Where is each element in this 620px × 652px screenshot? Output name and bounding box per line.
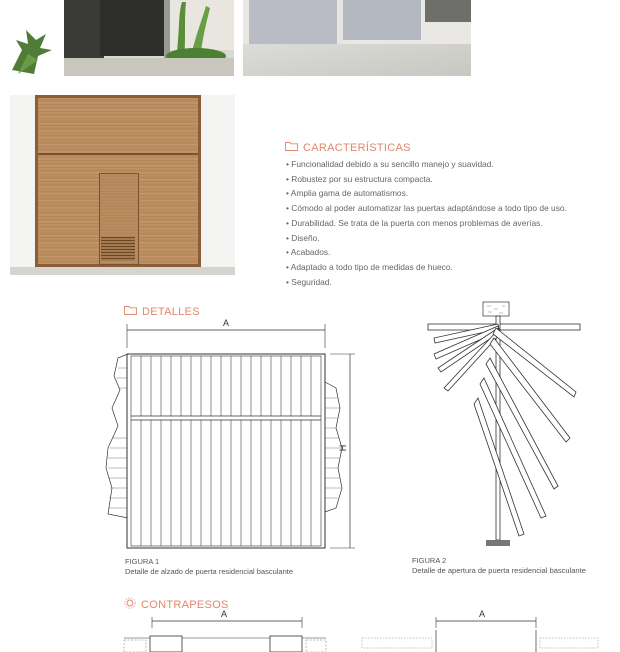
- photo-plant: [8, 0, 62, 78]
- caracteristicas-title: CARACTERÍSTICAS: [303, 141, 411, 154]
- figure2-text: Detalle de apertura de puerta residencial basculante: [412, 565, 586, 575]
- detalles-heading: [124, 305, 200, 318]
- figure2-drawing: [420, 298, 590, 550]
- list-item: • Adaptado a todo tipo de medidas de hueco.: [286, 260, 567, 275]
- contrapesos-drawing-left: [120, 616, 330, 652]
- list-item: • Robustez por su estructura compacta.: [286, 172, 567, 187]
- list-item: • Cómodo al poder automatizar las puertas adaptándose a todo tipo de uso.: [286, 201, 567, 216]
- contrapesos-heading: [124, 597, 229, 612]
- list-item: • Diseño.: [286, 231, 567, 246]
- caracteristicas-heading: [285, 141, 411, 154]
- list-item: • Acabados.: [286, 245, 567, 260]
- contrapesos-drawing-right: [360, 616, 600, 652]
- photo-wood-door: [10, 95, 235, 275]
- figure1-dim-width: A: [223, 318, 230, 328]
- figure1-caption: [125, 557, 293, 576]
- folder-icon: [124, 305, 137, 318]
- detalles-title: DETALLES: [142, 305, 200, 318]
- list-item: • Funcionalidad debido a su sencillo manejo y suavidad.: [286, 157, 567, 172]
- figure1-drawing: [100, 318, 360, 554]
- photo-open-door: [64, 0, 234, 76]
- list-item: • Amplia gama de automatismos.: [286, 186, 567, 201]
- contrapesos-title: CONTRAPESOS: [141, 598, 229, 611]
- caracteristicas-list: [286, 157, 567, 289]
- list-item: • Seguridad.: [286, 275, 567, 290]
- list-item: • Durabilidad. Se trata de la puerta con menos problemas de averías.: [286, 216, 567, 231]
- photo-closed-doors: [243, 0, 471, 76]
- figure2-label: FIGURA 2: [412, 556, 447, 565]
- figure1-dim-height: H: [337, 444, 348, 452]
- folder-icon: [285, 141, 298, 154]
- figure1-text: Detalle de alzado de puerta residencial basculante: [125, 566, 294, 576]
- figure1-label: FIGURA 1: [125, 557, 160, 566]
- figure2-caption: [412, 556, 586, 575]
- gear-icon: [124, 597, 136, 612]
- contrapesos-dim-right: A: [479, 609, 486, 619]
- contrapesos-dim-left: A: [221, 609, 228, 619]
